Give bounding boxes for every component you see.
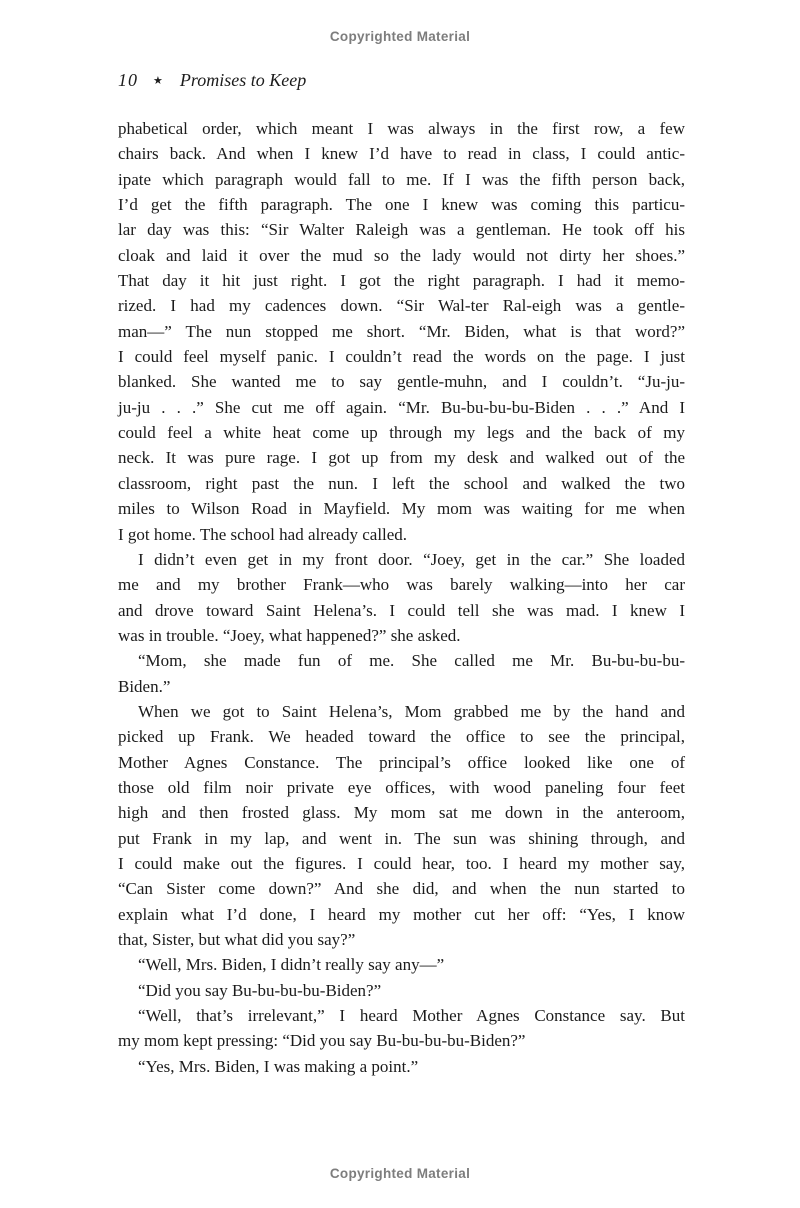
- text-line: chairs back. And when I knew I’d have to read in class, I could antic-: [118, 144, 685, 164]
- text-line: “Well, that’s irrelevant,” I heard Mother Agnes Constance say. But: [138, 1006, 685, 1026]
- text-line: “Mom, she made fun of me. She called me Mr. Bu-bu-bu-bu-: [138, 651, 685, 671]
- text-line: ipate which paragraph would fall to me. If I was the fifth person back,: [118, 169, 685, 189]
- text-line: put Frank in my lap, and went in. The sun was shining through, and: [118, 828, 685, 848]
- text-line: miles to Wilson Road in Mayfield. My mom was waiting for me when: [118, 499, 685, 519]
- text-line: classroom, right past the nun. I left the school and walked the two: [118, 473, 685, 493]
- text-line: rized. I had my cadences down. “Sir Wal-ter Ral-eigh was a gentle-: [118, 296, 685, 316]
- text-line: phabetical order, which meant I was always in the first row, a few: [118, 119, 685, 138]
- text-line: me and my brother Frank—who was barely walking—into her car: [118, 575, 685, 595]
- text-line: picked up Frank. We headed toward the office to see the principal,: [118, 727, 685, 747]
- text-line: and drove toward Saint Helena’s. I could tell she was mad. I knew I: [118, 600, 685, 620]
- text-line: “Well, Mrs. Biden, I didn’t really say any—”: [138, 955, 445, 975]
- text-line: my mom kept pressing: “Did you say Bu-bu-bu-bu-Biden?”: [118, 1031, 526, 1051]
- text-line: could feel a white heat come up through my legs and the back of my: [118, 423, 685, 443]
- text-line: “Yes, Mrs. Biden, I was making a point.”: [138, 1056, 419, 1076]
- text-line: those old film noir private eye offices, with wood paneling four feet: [118, 777, 685, 797]
- text-line: “Can Sister come down?” And she did, and when the nun started to: [118, 879, 685, 899]
- text-line: I didn’t even get in my front door. “Joey, get in the car.” She loaded: [138, 549, 685, 569]
- text-line: “Did you say Bu-bu-bu-bu-Biden?”: [138, 980, 382, 1000]
- text-line: was in trouble. “Joey, what happened?” she asked.: [118, 625, 461, 645]
- text-line: I could make out the figures. I could hear, too. I heard my mother say,: [118, 853, 685, 873]
- text-line: That day it hit just right. I got the right paragraph. I had it memo-: [118, 271, 685, 291]
- text-line: When we got to Saint Helena’s, Mom grabbed me by the hand and: [138, 701, 685, 721]
- page-body: [118, 116, 685, 1079]
- text-line: high and then frosted glass. My mom sat me down in the anteroom,: [118, 803, 685, 823]
- text-line: Biden.”: [118, 676, 171, 696]
- text-line: ju-ju . . .” She cut me off again. “Mr. Bu-bu-bu-bu-Biden . . .” And I: [118, 397, 685, 417]
- text-line: I could feel myself panic. I couldn’t read the words on the page. I just: [118, 347, 685, 367]
- text-line: I got home. The school had already called.: [118, 524, 408, 544]
- text-line: Mother Agnes Constance. The principal’s office looked like one of: [118, 752, 685, 772]
- text-line: lar day was this: “Sir Walter Raleigh was a gentleman. He took off his: [118, 220, 685, 240]
- book-title: Promises to Keep: [179, 70, 307, 90]
- text-line: cloak and laid it over the mud so the lady would not dirty her shoes.”: [118, 245, 685, 265]
- page-number: 10: [118, 70, 138, 90]
- text-line: I’d get the fifth paragraph. The one I knew was coming this particu-: [118, 195, 685, 215]
- copyright-notice-bottom: Copyrighted Material: [329, 1166, 471, 1181]
- copyright-notice-top: Copyrighted Material: [329, 29, 471, 44]
- running-header: [118, 70, 306, 91]
- star-icon: ★: [153, 75, 163, 87]
- text-line: neck. It was pure rage. I got up from my desk and walked out of the: [118, 448, 685, 468]
- text-line: man—” The nun stopped me short. “Mr. Biden, what is that word?”: [118, 321, 685, 341]
- text-line: that, Sister, but what did you say?”: [118, 930, 356, 949]
- text-line: explain what I’d done, I heard my mother cut her off: “Yes, I know: [118, 904, 685, 924]
- text-line: blanked. She wanted me to say gentle-muhn, and I couldn’t. “Ju-ju-: [118, 372, 685, 392]
